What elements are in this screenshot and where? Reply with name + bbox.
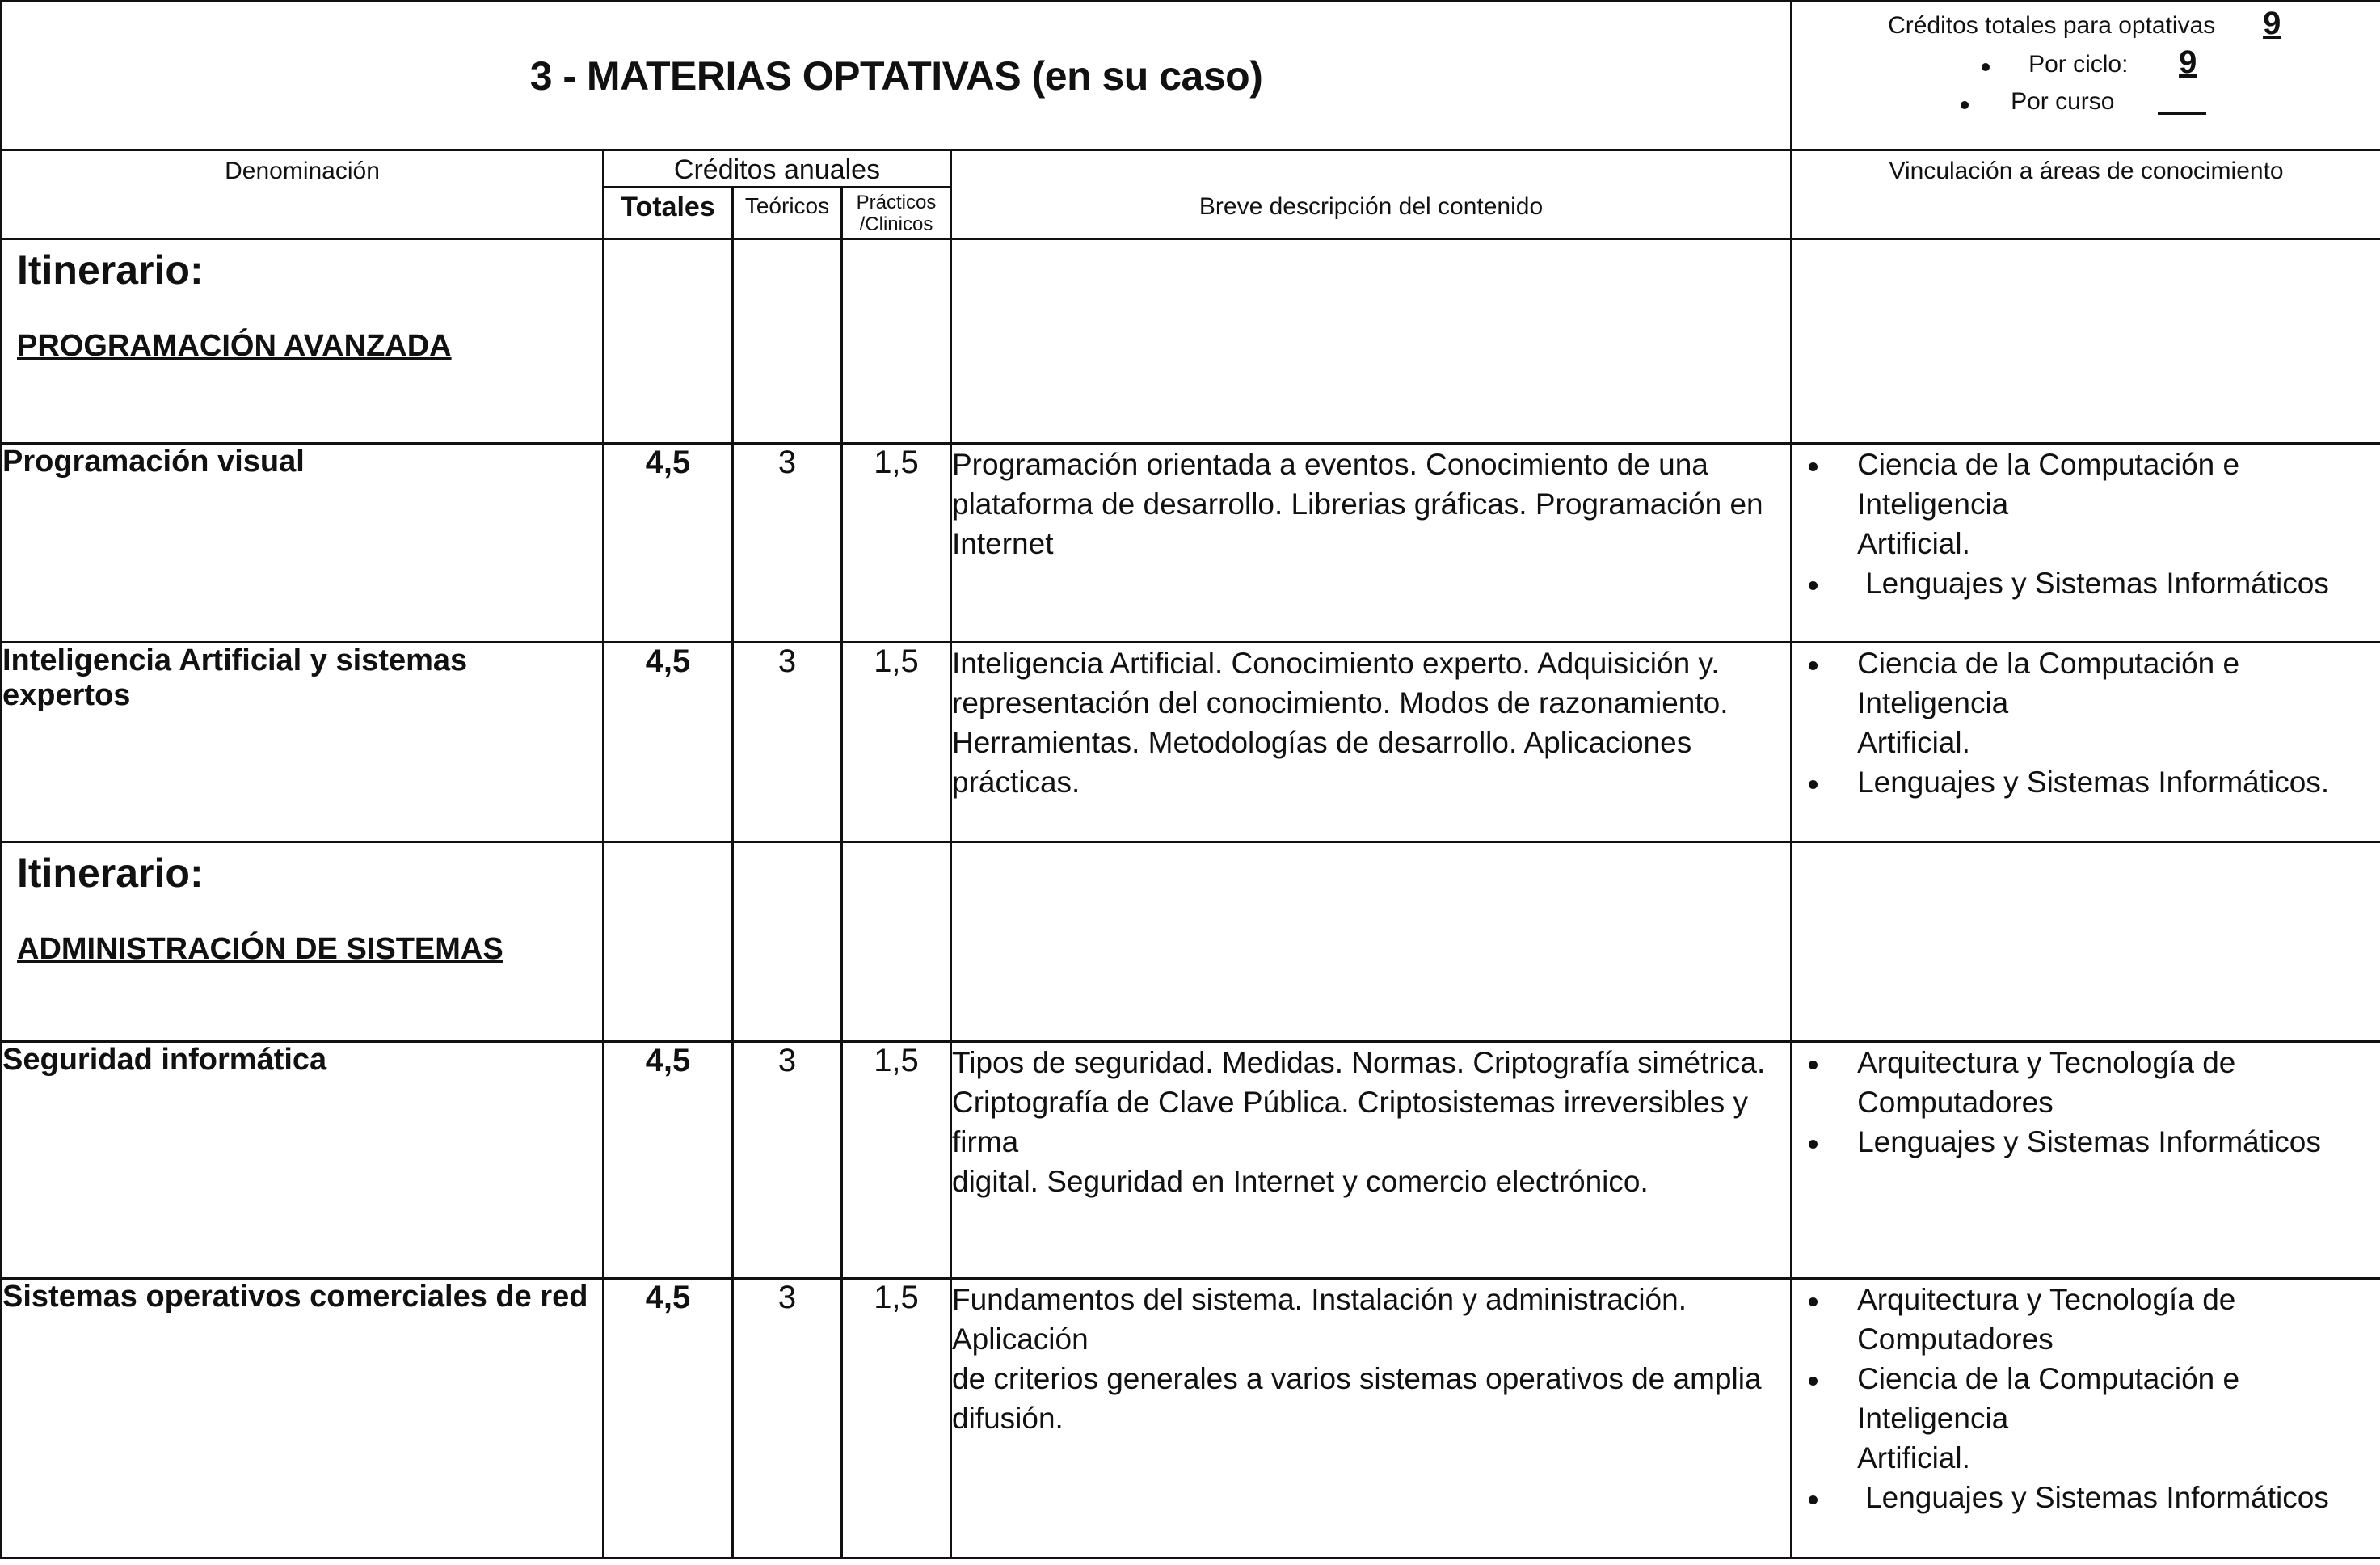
knowledge-area-item	[1792, 1122, 2380, 1162]
area-text: Lenguajes y Sistemas Informáticos	[1865, 567, 2329, 600]
itinerary-cell	[2, 842, 604, 1042]
credits-totales: 4,5	[604, 444, 733, 643]
table-row	[2, 1279, 2380, 1559]
header-creditos-anuales-text: Créditos anuales	[673, 154, 881, 185]
credits-teoricos: 3	[733, 643, 842, 842]
knowledge-area-item	[1792, 1359, 2380, 1478]
empty-cell	[1792, 239, 2380, 444]
header-practicos	[842, 188, 951, 239]
credits-cycle-value: 9	[2179, 44, 2197, 80]
subject-name: Sistemas operativos comerciales de red	[2, 1279, 604, 1559]
header-vinculacion	[1792, 150, 2380, 239]
table-row	[2, 643, 2380, 842]
empty-cell	[951, 239, 1792, 444]
knowledge-area-item	[1792, 1478, 2380, 1517]
empty-cell	[951, 842, 1792, 1042]
description-line: Herramientas. Metodologías de desarrollo. Aplicaciones prácticas.	[952, 726, 1692, 799]
header-practicos-line1: Prácticos	[856, 192, 937, 213]
knowledge-area-item	[1792, 1043, 2380, 1122]
area-text: Ciencia de la Computación e Inteligencia	[1857, 448, 2240, 521]
header-vinculacion-text: Vinculación a áreas de conocimiento	[1889, 158, 2284, 184]
credits-teoricos: 3	[733, 1042, 842, 1279]
credits-total-label: Créditos totales para optativas	[1888, 12, 2216, 39]
description-line: Inteligencia Artificial. Conocimiento experto. Adquisición y.	[952, 647, 1720, 680]
description-line: Programación orientada a eventos. Conocimiento de una	[952, 448, 1708, 481]
credits-cycle-label: Por ciclo:	[2028, 51, 2129, 78]
description-line: Fundamentos del sistema. Instalación y administración. Aplicación	[952, 1283, 1687, 1356]
empty-cell	[733, 239, 842, 444]
knowledge-areas	[1792, 1279, 2380, 1559]
section-title-text: 3 - MATERIAS OPTATIVAS (en su caso)	[529, 53, 1263, 99]
empty-cell	[733, 842, 842, 1042]
description-line: de criterios generales a varios sistemas operativos de amplia	[952, 1362, 1762, 1395]
subject-description	[951, 1042, 1792, 1279]
credits-course-blank	[2158, 112, 2206, 115]
itinerary-label: Itinerario:	[17, 850, 204, 896]
description-line: difusión.	[952, 1402, 1064, 1435]
area-text: Arquitectura y Tecnología de	[1857, 1046, 2236, 1079]
description-line: Criptografía de Clave Pública. Criptosistemas irreversibles y firma	[952, 1086, 1748, 1158]
description-line: digital. Seguridad en Internet y comercio electrónico.	[952, 1165, 1649, 1198]
itinerary-name: PROGRAMACIÓN AVANZADA	[17, 329, 452, 363]
credits-totales: 4,5	[604, 1042, 733, 1279]
knowledge-area-item	[1792, 762, 2380, 802]
description-line: Tipos de seguridad. Medidas. Normas. Criptografía simétrica.	[952, 1046, 1766, 1079]
header-totales	[604, 188, 733, 239]
credits-teoricos: 3	[733, 1279, 842, 1559]
area-text: Ciencia de la Computación e Inteligencia	[1857, 647, 2240, 719]
area-text: Ciencia de la Computación e Inteligencia	[1857, 1362, 2240, 1435]
credits-practicos: 1,5	[842, 1042, 951, 1279]
header-teoricos-text: Teóricos	[744, 193, 830, 218]
area-text: Artificial.	[1857, 1441, 1970, 1474]
area-text: Artificial.	[1857, 726, 1970, 759]
header-denominacion	[2, 150, 604, 239]
bullet-icon	[1982, 63, 1990, 71]
knowledge-areas	[1792, 444, 2380, 643]
credits-practicos: 1,5	[842, 1279, 951, 1559]
credits-summary	[1792, 2, 2380, 150]
subject-description	[951, 643, 1792, 842]
subject-name: Inteligencia Artificial y sistemas expertos	[2, 643, 604, 842]
credits-totales: 4,5	[604, 1279, 733, 1559]
area-text: Computadores	[1857, 1322, 2054, 1356]
area-text: Lenguajes y Sistemas Informáticos.	[1857, 766, 2330, 799]
credits-course-label: Por curso	[2011, 88, 2115, 115]
knowledge-areas	[1792, 643, 2380, 842]
subject-name: Programación visual	[2, 444, 604, 643]
itinerary-label: Itinerario:	[17, 247, 204, 293]
header-practicos-line2: /Clinicos	[859, 213, 933, 235]
knowledge-area-item	[1792, 1280, 2380, 1359]
table-row	[2, 1042, 2380, 1279]
knowledge-area-item	[1792, 445, 2380, 563]
itinerary-name: ADMINISTRACIÓN DE SISTEMAS	[17, 932, 503, 966]
area-text: Arquitectura y Tecnología de	[1857, 1283, 2236, 1316]
header-teoricos	[733, 188, 842, 239]
credits-total-value: 9	[2263, 6, 2281, 41]
empty-cell	[1792, 842, 2380, 1042]
header-denominacion-text: Denominación	[225, 158, 380, 184]
header-descripcion	[951, 150, 1792, 239]
knowledge-areas	[1792, 1042, 2380, 1279]
header-descripcion-text: Breve descripción del contenido	[1198, 192, 1544, 220]
empty-cell	[604, 842, 733, 1042]
credits-practicos: 1,5	[842, 444, 951, 643]
header-creditos-anuales	[604, 150, 951, 188]
header-totales-text: Totales	[621, 192, 715, 222]
empty-cell	[842, 842, 951, 1042]
description-line: plataforma de desarrollo. Librerias gráficas. Programación en	[952, 487, 1763, 521]
section-title	[2, 2, 1792, 150]
bullet-icon	[1961, 101, 1969, 109]
subject-description	[951, 444, 1792, 643]
knowledge-area-item	[1792, 563, 2380, 603]
credits-practicos: 1,5	[842, 643, 951, 842]
knowledge-area-item	[1792, 643, 2380, 762]
credits-totales: 4,5	[604, 643, 733, 842]
itinerary-cell	[2, 239, 604, 444]
credits-teoricos: 3	[733, 444, 842, 643]
table-row	[2, 444, 2380, 643]
description-line: Internet	[952, 527, 1054, 560]
empty-cell	[604, 239, 733, 444]
area-text: Artificial.	[1857, 527, 1970, 560]
area-text: Lenguajes y Sistemas Informáticos	[1857, 1125, 2321, 1158]
empty-cell	[842, 239, 951, 444]
subject-name: Seguridad informática	[2, 1042, 604, 1279]
area-text: Computadores	[1857, 1086, 2054, 1119]
subject-description	[951, 1279, 1792, 1559]
description-line: representación del conocimiento. Modos de razonamiento.	[952, 686, 1729, 719]
area-text: Lenguajes y Sistemas Informáticos	[1865, 1481, 2329, 1514]
